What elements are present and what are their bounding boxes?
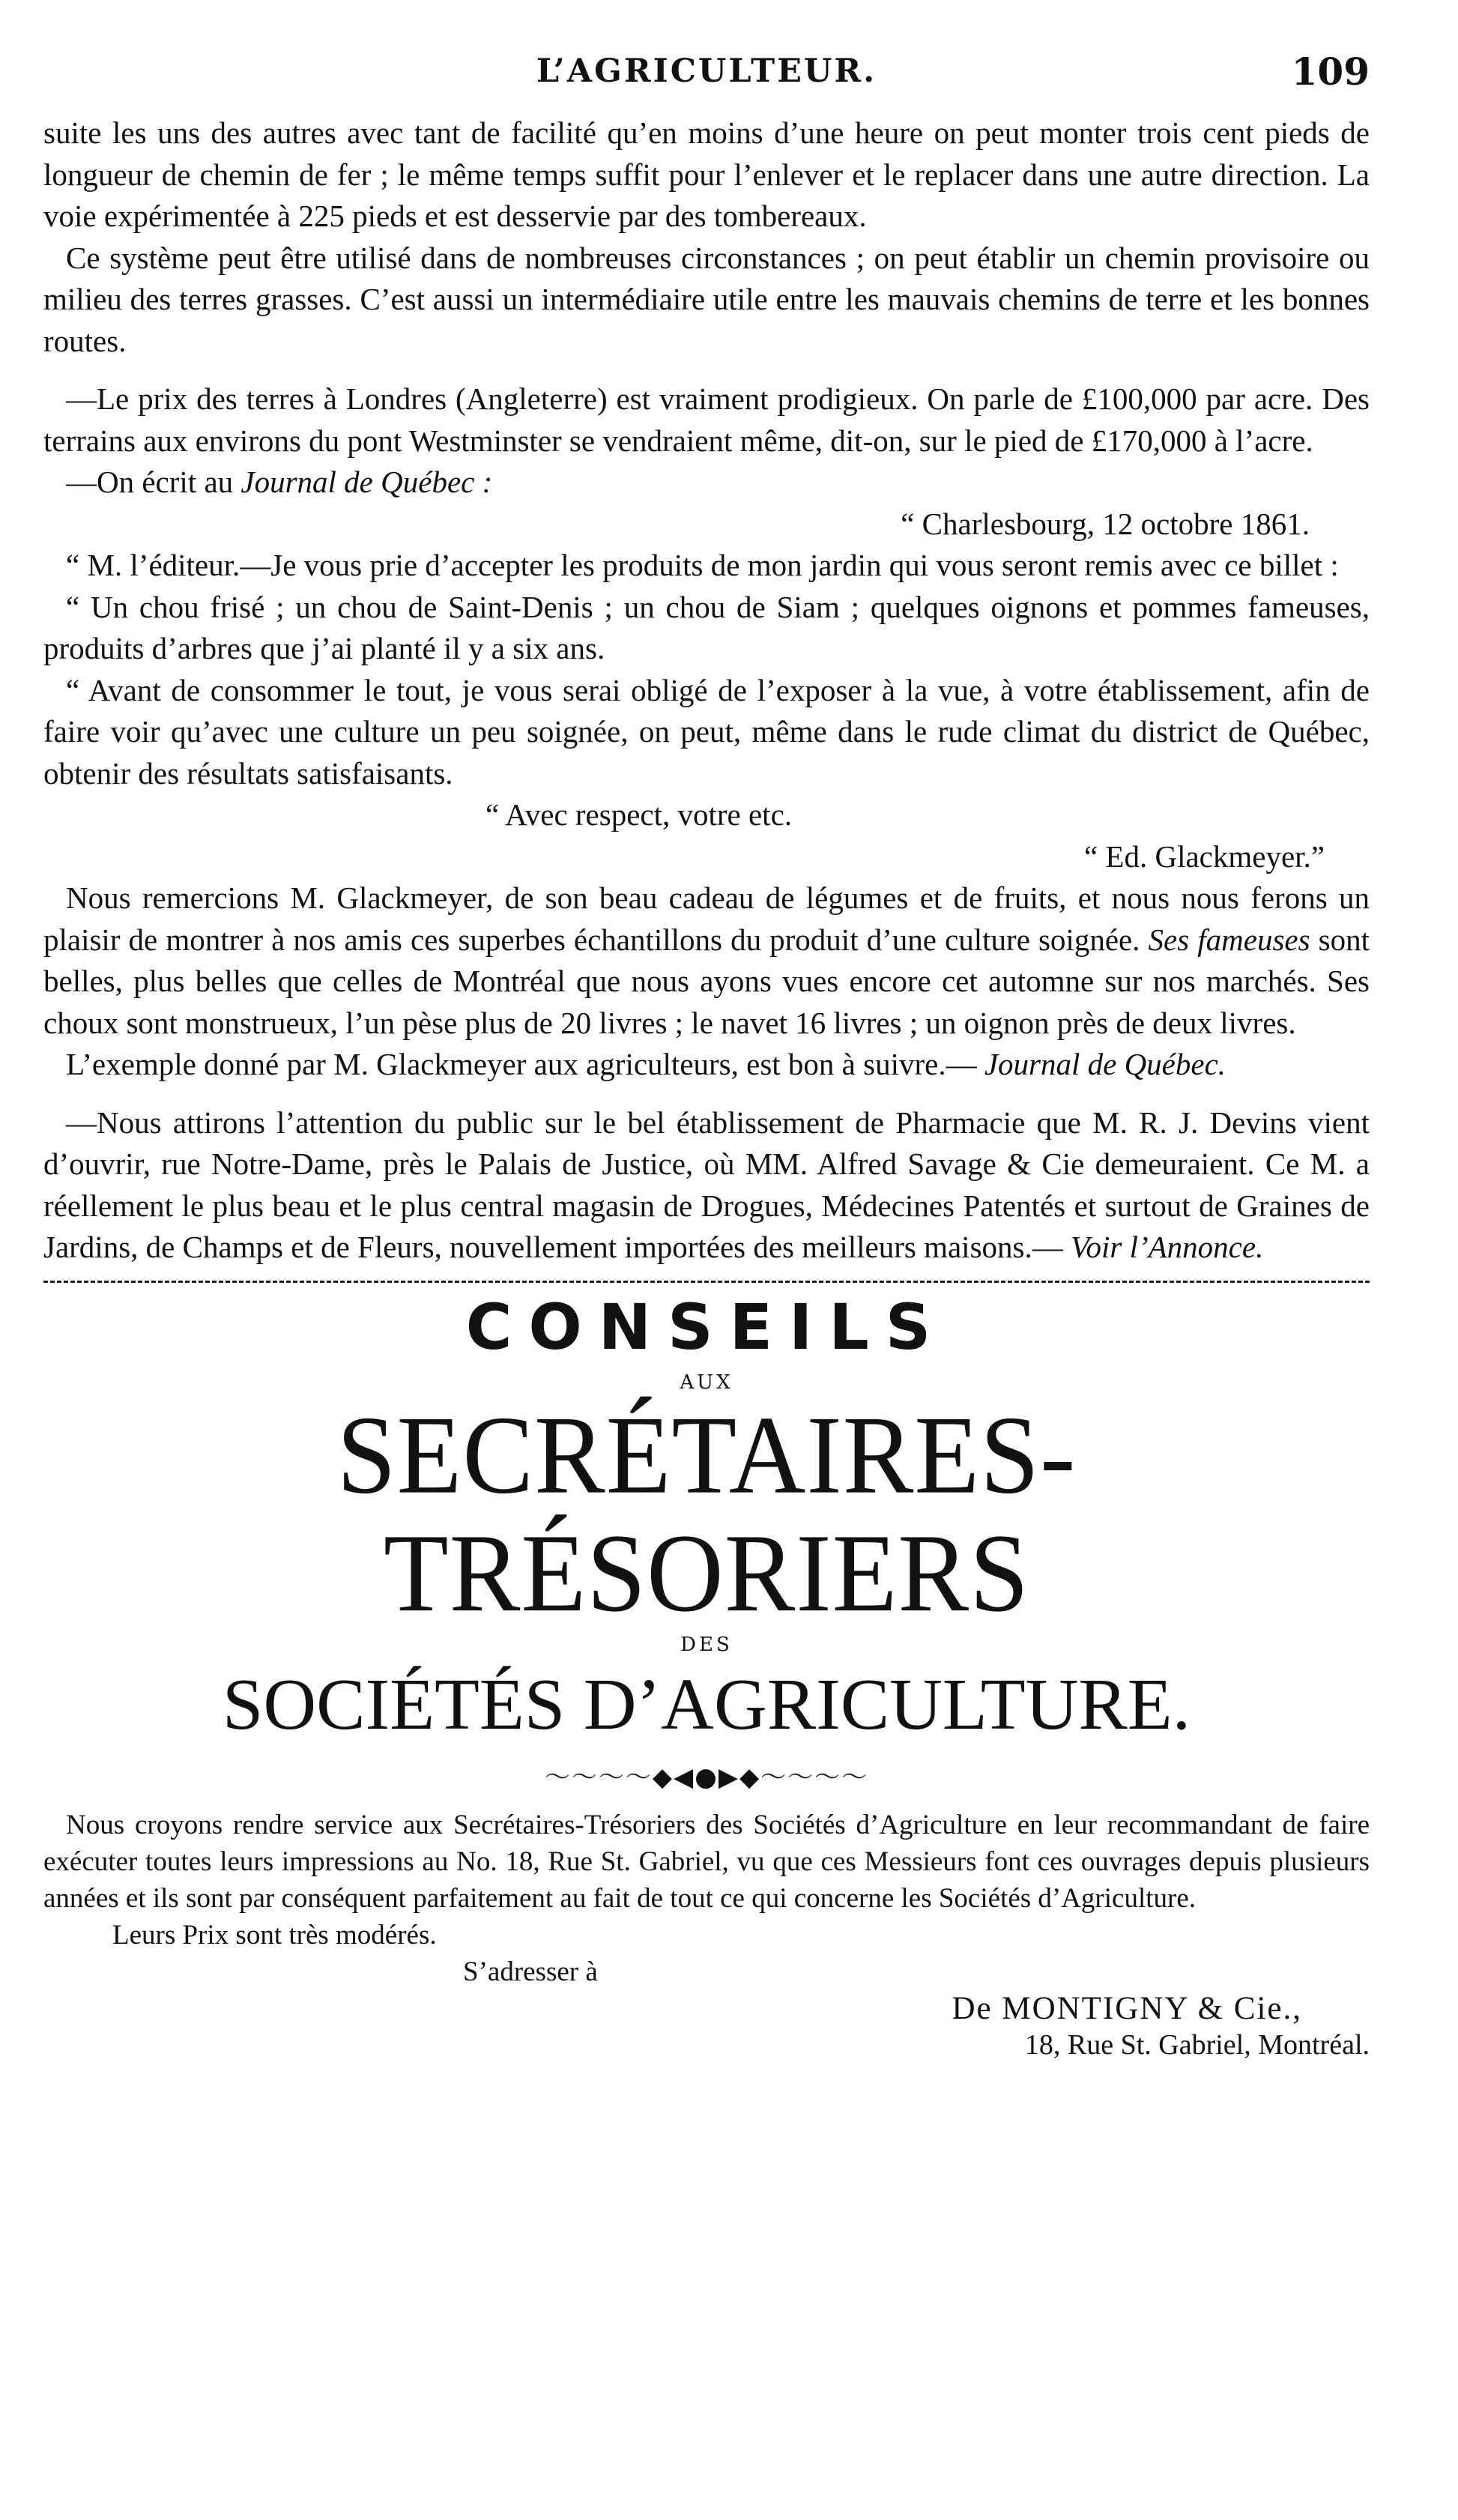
- paragraph-example: [43, 1044, 1370, 1086]
- paragraph-london-land-prices: —Le prix des terres à Londres (Angleterre) est vraiment prodigieux. On parle de £100,000 par acre. Des terrains aux environs du pont Westminster se vendraient même, dit-on, sur le pied de £170,000 à l’acre.: [43, 381, 1370, 458]
- letter-signature: “ Ed. Glackmeyer.”: [1083, 839, 1325, 874]
- example-source: Journal de Québec.: [984, 1047, 1226, 1081]
- ad-heading-conseils: CONSEILS: [465, 1290, 948, 1364]
- ad-connector-aux: AUX: [680, 1371, 733, 1394]
- thanks-text-a: Nous remercions M. Glackmeyer, de son beau cadeau de légumes et de fruits, et nous nous ferons un plaisir de montrer à nos amis ces superbes échantillons du produit d’une culture soignée.: [43, 880, 1370, 957]
- ad-body: Nous croyons rendre service aux Secrétaires-Trésoriers des Sociétés d’Agriculture en leur recommandant de faire exécuter toutes leurs impressions au No. 18, Rue St. Gabriel, vu que ces Messieurs font ces ouvrages depuis plusieurs années et ils sont par conséquent parfaitement au fait de tout ce qui concerne les Sociétés d’Agriculture.: [43, 1809, 1370, 1914]
- page-number: 109: [1291, 49, 1370, 94]
- paragraph-rail-uses: Ce système peut être utilisé dans de nombreuses circonstances ; on peut établir un chemin provisoire ou milieu des terres grasses. C’est aussi un intermédiaire utile entre les mauvais chemins de terre et les bonnes routes.: [43, 240, 1370, 358]
- pharmacy-text: —Nous attirons l’attention du public sur le bel établissement de Pharmacie que M. R. J. Devins vient d’ouvrir, rue Notre-Dame, près le Palais de Justice, où MM. Alfred Savage & Cie demeuraient. Ce M. a réellement le plus beau et le plus central magasin de Drogues, Médecines Patentés et surtout de Graines de Jardins, de Champs et de Fleurs, nouvellement importées des meilleurs maisons.—: [43, 1105, 1370, 1264]
- ad-heading-societes: SOCIÉTÉS D’AGRICULTURE.: [222, 1664, 1191, 1745]
- ornament-divider: 〜〜〜〜◆◀●▶◆〜〜〜〜: [544, 1762, 869, 1792]
- section-divider: [43, 1281, 1370, 1283]
- letter-produce-list: “ Un chou frisé ; un chou de Saint-Denis ; un chou de Siam ; quelques oignons et pommes fameuses, produits d’arbres que j’ai planté il y a six ans.: [43, 589, 1370, 665]
- running-title: L’AGRICULTEUR.: [536, 52, 877, 90]
- thanks-italic: Ses fameuses: [1148, 922, 1310, 957]
- ad-prices: Leurs Prix sont très modérés.: [112, 1919, 437, 1951]
- example-text: L’exemple donné par M. Glackmeyer aux agriculteurs, est bon à suivre.—: [66, 1047, 984, 1081]
- journal-name: Journal de Québec :: [241, 465, 493, 499]
- pharmacy-see-ad: Voir l’Annonce.: [1070, 1230, 1264, 1264]
- ad-address-to: S’adresser à: [463, 1956, 598, 1987]
- letter-closing: “ Avec respect, votre etc.: [486, 797, 793, 832]
- ad-firm-name: De MONTIGNY & Cie.,: [952, 1990, 1302, 2026]
- paragraph-rail-continuation: suite les uns des autres avec tant de facilité qu’en moins d’une heure on peut monter trois cent pieds de longueur de chemin de fer ; le même temps suffit pour l’enlever et le replacer dans une autre direction. La voie expérimentée à 225 pieds et est desservie par des tombereaux.: [43, 115, 1370, 233]
- page-header: [43, 49, 1370, 112]
- ad-connector-des: DES: [680, 1633, 733, 1656]
- ad-heading-secretaires: SECRÉTAIRES-TRÉSORIERS: [336, 1392, 1077, 1635]
- letter-salutation: “ M. l’éditeur.—Je vous prie d’accepter les produits de mon jardin qui vous seront remis avec ce billet :: [66, 548, 1339, 582]
- letter-request: “ Avant de consommer le tout, je vous serai obligé de l’exposer à la vue, à votre établissement, afin de faire voir qu’avec une culture un peu soignée, on peut, même dans le rude climat du district de Québec, obtenir des résultats satisfaisants.: [43, 672, 1370, 791]
- letter-dateline: “ Charlesbourg, 12 octobre 1861.: [901, 506, 1310, 541]
- page: [43, 49, 1370, 2064]
- ad-firm-address: 18, Rue St. Gabriel, Montréal.: [1024, 2028, 1370, 2061]
- journal-intro-prefix: —On écrit au: [66, 465, 241, 499]
- paragraph-thanks: [43, 877, 1370, 1044]
- paragraph-journal-intro: [43, 462, 1370, 504]
- thanks-text-b: sont belles, plus belles que celles de Montréal que nous ayons vues encore cet automne sur nos marchés. Ses choux sont monstrueux, l’un pèse plus de 20 livres ; le navet 16 livres ; un oignon près de deux livres.: [43, 922, 1370, 1040]
- paragraph-pharmacy: [43, 1102, 1370, 1269]
